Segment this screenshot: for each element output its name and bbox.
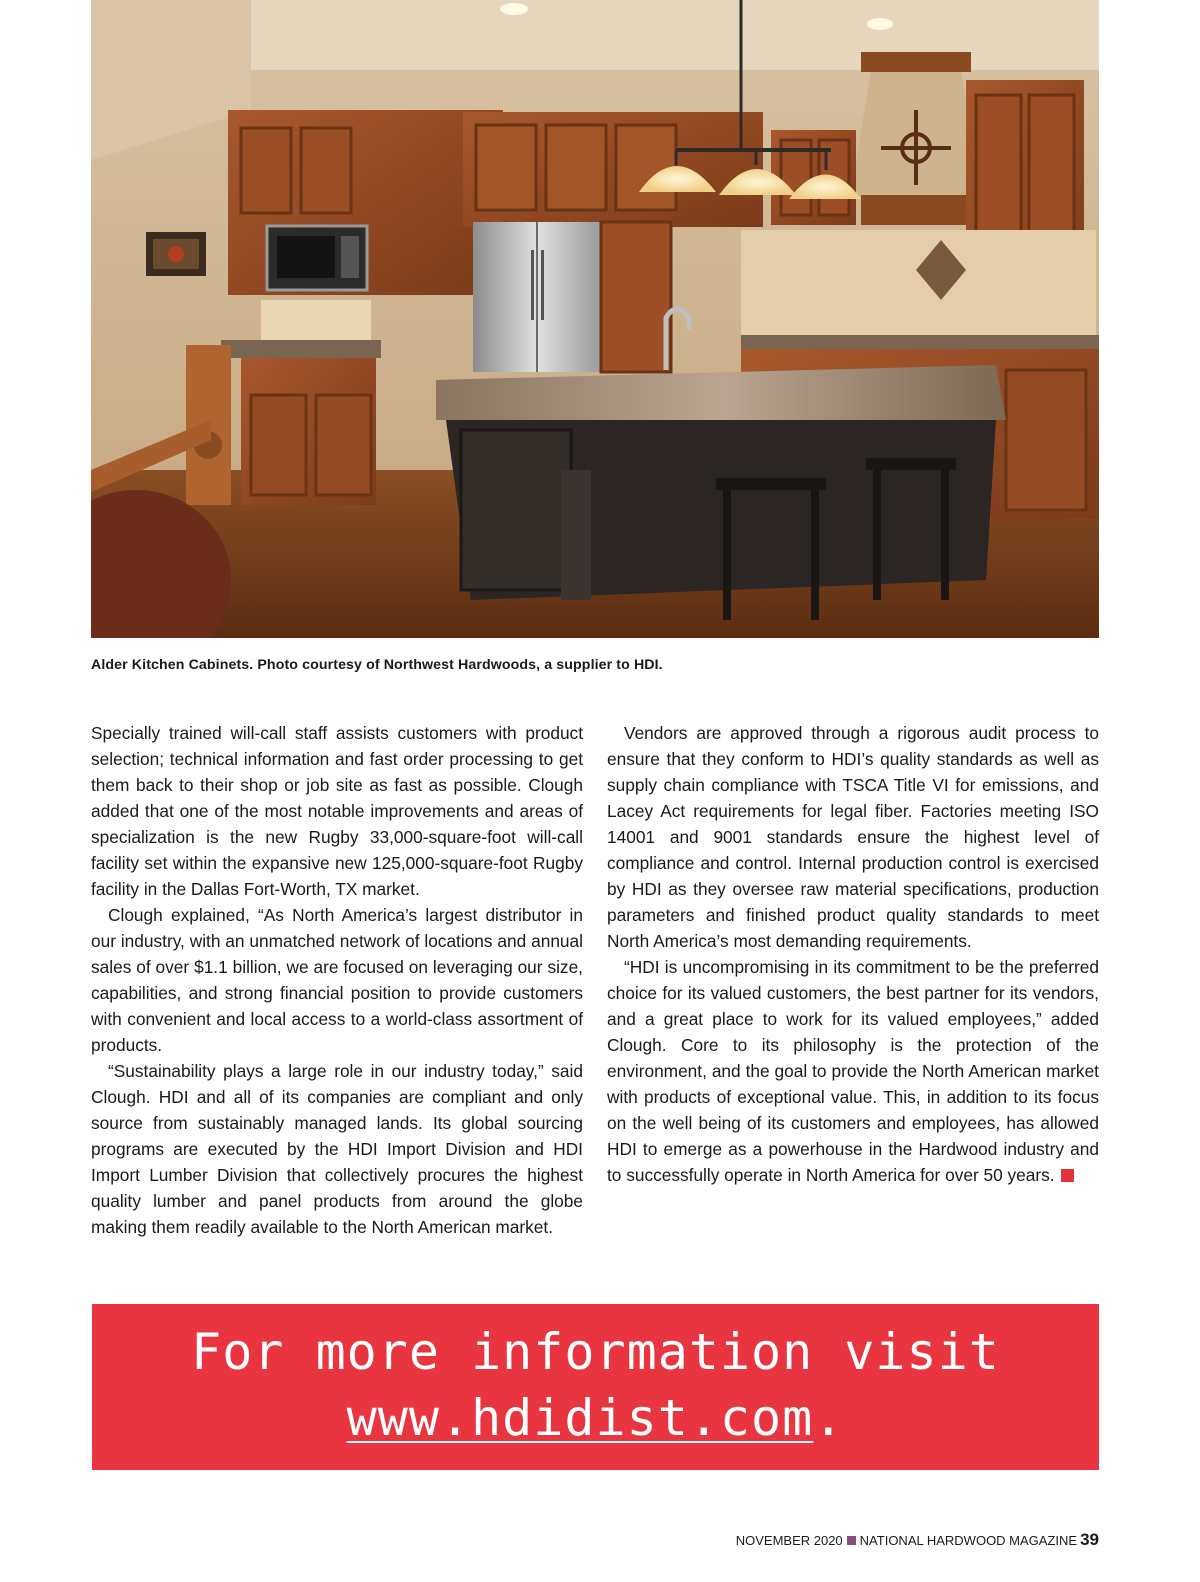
website-link[interactable]: www.hdidist.com	[346, 1389, 814, 1447]
photo-caption: Alder Kitchen Cabinets. Photo courtesy of Northwest Hardwoods, a supplier to HDI.	[91, 657, 663, 673]
article-column-right	[607, 720, 1099, 1188]
article-paragraph-last	[607, 954, 1099, 1188]
banner-url-line	[92, 1386, 1099, 1450]
article-paragraph: Vendors are approved through a rigorous audit process to ensure that they conform to HDI’s quality standards as well as supply chain compliance with TSCA Title VI for emissions, and Lacey Act requirements for legal fiber. Factories meeting ISO 14001 and 9001 standards ensure the highest level of compliance and control. Internal production control is exercised by HDI as they oversee raw material specifications, production parameters and finished product quality standards to meet North America’s most demanding requirements.	[607, 723, 1099, 951]
square-separator-icon	[847, 1536, 856, 1545]
kitchen-photo	[91, 0, 1099, 638]
info-banner	[92, 1304, 1099, 1470]
footer-magazine: NATIONAL HARDWOOD MAGAZINE	[859, 1533, 1078, 1548]
article-paragraph-text: “HDI is uncompromising in its commitment to be the preferred choice for its valued customers, the best partner for its vendors, and a great place to work for its valued employees,” added Clough. Core to its philosophy is the protection of the environment, and the goal to provide the North American market with products of exceptional value. This, in addition to its focus on the well being of its customers and employees, has allowed HDI to emerge as a powerhouse in the Hardwood industry and to successfully operate in North America for over 50 years.	[607, 957, 1099, 1185]
page-number: 39	[1080, 1530, 1099, 1549]
article-paragraph: “Sustainability plays a large role in our industry today,” said Clough. HDI and all of its companies are compliant and only source from sustainably managed lands. Its global sourcing programs are executed by the HDI Import Division and HDI Import Lumber Division that collectively procures the highest quality lumber and panel products from around the globe making them readily available to the North American market.	[91, 1061, 583, 1237]
article-paragraph: Specially trained will-call staff assists customers with product selection; technical information and fast order processing to get them back to their shop or job site as fast as possible. Clough added that one of the most notable improvements and areas of specialization is the new Rugby 33,000-square-foot will-call facility set within the expansive new 125,000-square-foot Rugby facility in the Dallas Fort-Worth, TX market.	[91, 723, 583, 899]
article-column-left	[91, 720, 583, 1240]
footer-issue: NOVEMBER 2020	[735, 1533, 843, 1548]
end-of-article-square-icon	[1061, 1169, 1074, 1182]
banner-heading: For more information visit	[191, 1323, 1000, 1381]
banner-period: .	[813, 1389, 845, 1447]
page-footer	[736, 1530, 1099, 1550]
article-paragraph: Clough explained, “As North America’s largest distributor in our industry, with an unmatched network of locations and annual sales of over $1.1 billion, we are focused on leveraging our size, capabilities, and strong financial position to provide customers with convenient and local access to a world-class assortment of products.	[91, 905, 583, 1055]
